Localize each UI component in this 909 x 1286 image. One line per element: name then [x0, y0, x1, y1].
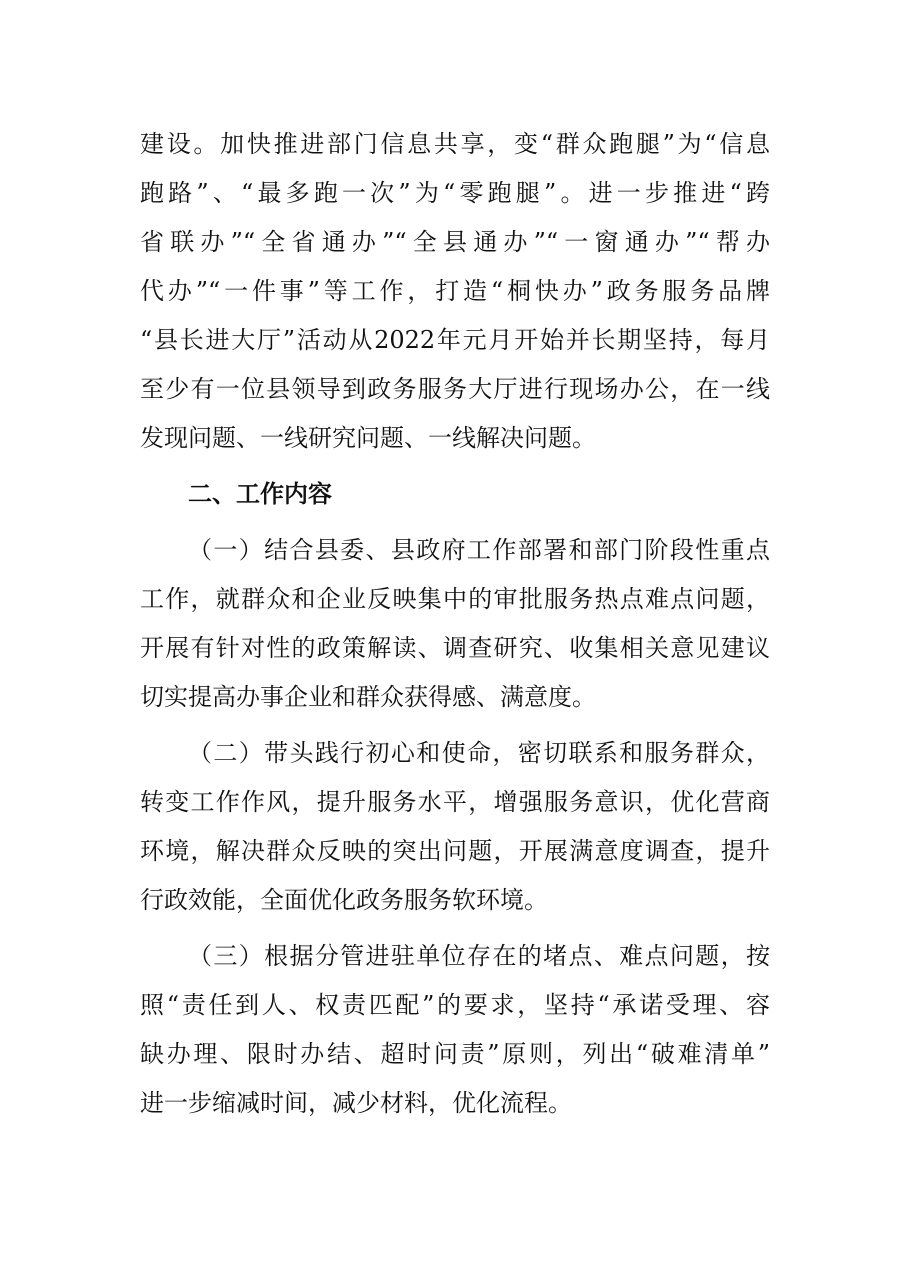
intro-line-7: 发现问题、一线研究问题、一线解决问题。 [140, 424, 596, 452]
item3-line-3: 缺办理、限时办结、超时问责”原则，列出“破难清单” [140, 1040, 770, 1068]
item3-line-2: 照“责任到人、权责匹配”的要求，坚持“承诺受理、容 [140, 991, 770, 1019]
item2-line-1: （二）带头践行初心和使命，密切联系和服务群众， [188, 739, 770, 767]
item1-line-2: 工作，就群众和企业反映集中的审批服务热点难点问题， [140, 585, 770, 613]
item1-line-1: （一）结合县委、县政府工作部署和部门阶段性重点 [188, 536, 770, 564]
item3-line-1: （三）根据分管进驻单位存在的堵点、难点问题，按 [188, 942, 770, 970]
intro-line-5: “县长进大厅”活动从2022年元月开始并长期坚持，每月 [140, 326, 770, 354]
section-heading: 二、工作内容 [188, 480, 332, 508]
item3-line-4: 进一步缩减时间，减少材料，优化流程。 [140, 1089, 572, 1117]
item2-line-2: 转变工作作风，提升服务水平，增强服务意识，优化营商 [140, 788, 770, 816]
intro-line-4: 代办”“一件事”等工作，打造“桐快办”政务服务品牌 [140, 277, 770, 305]
item1-line-4: 切实提高办事企业和群众获得感、满意度。 [140, 683, 596, 711]
item1-line-3: 开展有针对性的政策解读、调查研究、收集相关意见建议 [140, 634, 770, 662]
item2-line-3: 环境，解决群众反映的突出问题，开展满意度调查，提升 [140, 837, 770, 865]
intro-line-3: 省联办”“全省通办”“全县通办”“一窗通办”“帮办 [140, 228, 770, 256]
intro-line-6: 至少有一位县领导到政务服务大厅进行现场办公，在一线 [140, 375, 770, 403]
intro-line-2: 跑路”、“最多跑一次”为“零跑腿”。进一步推进“跨 [140, 179, 770, 207]
intro-line-1: 建设。加快推进部门信息共享，变“群众跑腿”为“信息 [140, 130, 770, 158]
item2-line-4: 行政效能，全面优化政务服务软环境。 [140, 886, 548, 914]
